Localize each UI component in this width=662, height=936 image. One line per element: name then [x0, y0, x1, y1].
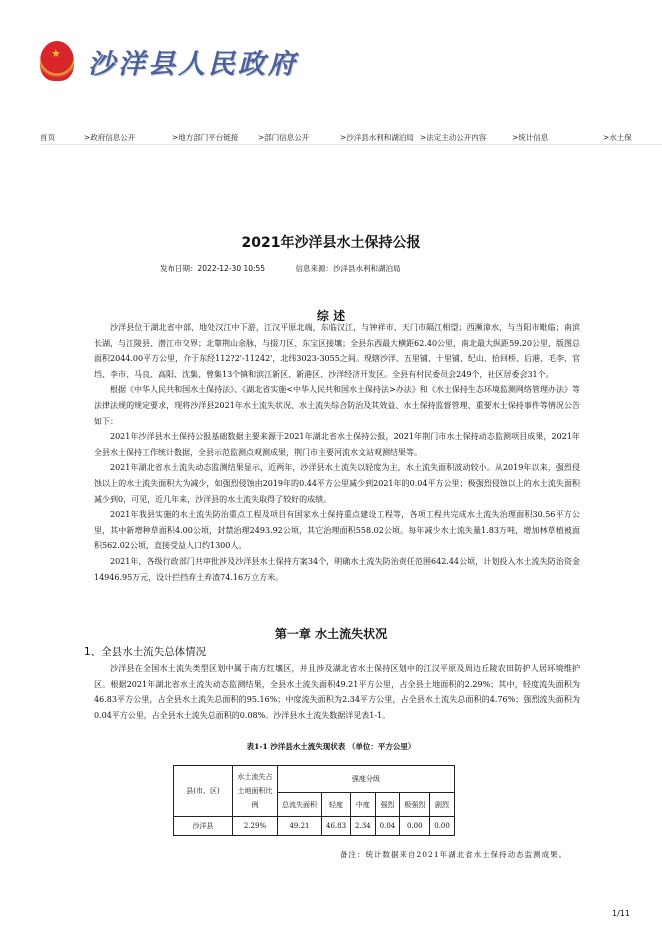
overview-text	[94, 320, 580, 585]
header-ratio: 水土流失占土地面积比例	[233, 766, 278, 817]
table-caption: 表1-1 沙洋县水土流失现状表 （单位：平方公里）	[246, 742, 416, 751]
nav-soil-conservation[interactable]: >水土保	[603, 133, 632, 142]
page-number: 1/11	[612, 909, 630, 918]
paragraph: 根据《中华人民共和国水土保持法》、《湖北省实施<中华人民共和国水土保持法>办法》和《水土保持生态环境监测网络管理办法》等法律法规的规定要求，现将沙洋县2021年水土流失状况、水土流失综合防治及其效益、水土保持监督管理、重要水土保持事件等情况公告如下：	[94, 385, 580, 426]
paragraph: 沙洋县在全国水土流失类型区划中属于南方红壤区，并且涉及湖北省水土保持区划中的江汉平原及周边丘陵农田防护人居环境维护区。根据2021年湖北省水土流失动态监测结果，全县水土流失面积49.21平方公里，占全县土地面积的2.29%；其中，轻度流失面积为46.83平方公里，占全县水土流失总面积的95.16%；中度流失面积为2.34平方公里，占全县水土流失总面积的4.76%；强烈流失面积为0.04平方公里，占全县水土流失总面积的0.08%。沙洋县水土流失数据详见表1-1。	[94, 664, 580, 720]
overview-heading: 综 述	[316, 309, 346, 323]
cell: 0.00	[400, 817, 430, 836]
paragraph: 2021年湖北省水土流失动态监测结果显示，近两年，沙洋县水土流失以轻度为主，水土流失面积波动较小。从2019年以来，强烈侵蚀以上的水土流失面积大为减少，如强烈侵蚀由2019年的0.44平方公里减少到2021年的0.04平方公里；极强烈侵蚀以上的水土流失面积减少到0，可见，近几年来，沙洋县的水土流失取得了较好的成绩。	[94, 463, 580, 504]
site-name: 沙洋县人民政府	[88, 48, 298, 80]
nav-gov-info[interactable]: >政府信息公开	[84, 133, 136, 142]
paragraph: 沙洋县位于湖北省中部，地处汉江中下游，江汉平原北端，东临汉江，与钟祥市、天门市隔江相望；西濒漳水，与当阳市毗临；南滨长湖，与江陵县、潜江市交界；北靠荆山余脉，与掇刀区、东宝区接壤；全县东西最大横距62.40公里，南北最大纵距59.20公里，版图总面积2044.00平方公里，介于东经112?2'-11242'，北纬3023-3055之间。现辖沙洋、五里铺、十里铺、纪山、拾回桥、后港、毛李、官垱、李市、马良、高阳、沈集、曾集13个镇和滨江新区、新港区、沙洋经济开发区。全县有村民委员会249个，社区居委会31个。	[94, 323, 580, 379]
nav-dept-info[interactable]: >部门信息公开	[258, 133, 310, 142]
article-meta	[160, 263, 428, 274]
paragraph: 2021年，各级行政部门共审批涉及沙洋县水土保持方案34个，明确水土流失防治责任范围642.44公顷，计划投入水土流失防治资金14946.95万元，设计拦挡弃土弃渣74.16万立方米。	[94, 556, 580, 582]
table-row	[174, 817, 455, 836]
info-source: 信息来源：沙洋县水利和湖泊局	[295, 264, 401, 273]
header-very-strong: 极强烈	[400, 793, 430, 817]
header-grade: 强度分级	[278, 766, 455, 793]
cell: 49.21	[278, 817, 322, 836]
breadcrumb	[40, 130, 662, 145]
nav-statutory[interactable]: >法定主动公开内容	[420, 133, 487, 142]
cell: 2.29%	[233, 817, 278, 836]
chapter-heading: 第一章 水土流失状况	[274, 627, 388, 641]
nav-home[interactable]: 首页	[40, 133, 55, 142]
national-emblem-icon	[40, 41, 74, 81]
nav-local-links[interactable]: >地方部门平台链接	[172, 133, 239, 142]
header-moderate: 中度	[351, 793, 376, 817]
cell: 沙洋县	[174, 817, 233, 836]
paragraph: 2021年我县实施的水土流失防治重点工程及项目有国家水土保持重点建设工程等，各项工程共完成水土流失治理面积30.56平方公里，其中新增种草面积4.00公顷，封禁治理2493.92公顷，其它治理面积558.02公顷。每年减少水土流失量1.83万吨，增加林草植被面积562.02公顷，直接受益人口约1300人。	[94, 510, 580, 551]
cell: 46.83	[322, 817, 351, 836]
cell: 2.34	[351, 817, 376, 836]
paragraph: 2021年沙洋县水土保持公报基础数据主要来源于2021年湖北省水土保持公报，2021年荆门市水土保持动态监测项目成果，2021年全县水土保持工作统计数据，全县示范监测点观测成果，荆门市主要河流水文站观测结果等。	[94, 432, 580, 457]
soil-loss-table	[173, 765, 455, 836]
cell: 0.00	[430, 817, 455, 836]
nav-statistics[interactable]: >统计信息	[512, 133, 549, 142]
header-county: 县(市、区)	[174, 766, 233, 817]
nav-water-bureau[interactable]: >沙洋县水利和湖泊局	[340, 133, 414, 142]
header-severe: 剧烈	[430, 793, 455, 817]
page-title: 2021年沙洋县水土保持公报	[241, 235, 421, 251]
table-note: 备注：统计数据来自2021年湖北省水土保持动态监测成果。	[340, 850, 568, 859]
site-logo[interactable]	[40, 38, 340, 84]
header-total: 总流失面积	[278, 793, 322, 817]
section-text	[94, 661, 580, 723]
cell: 0.04	[375, 817, 400, 836]
header-light: 轻度	[322, 793, 351, 817]
publish-date: 发布日期：2022-12-30 10:55	[160, 264, 266, 273]
section-heading: 1、全县水土流失总体情况	[84, 646, 207, 658]
header-strong: 强烈	[375, 793, 400, 817]
